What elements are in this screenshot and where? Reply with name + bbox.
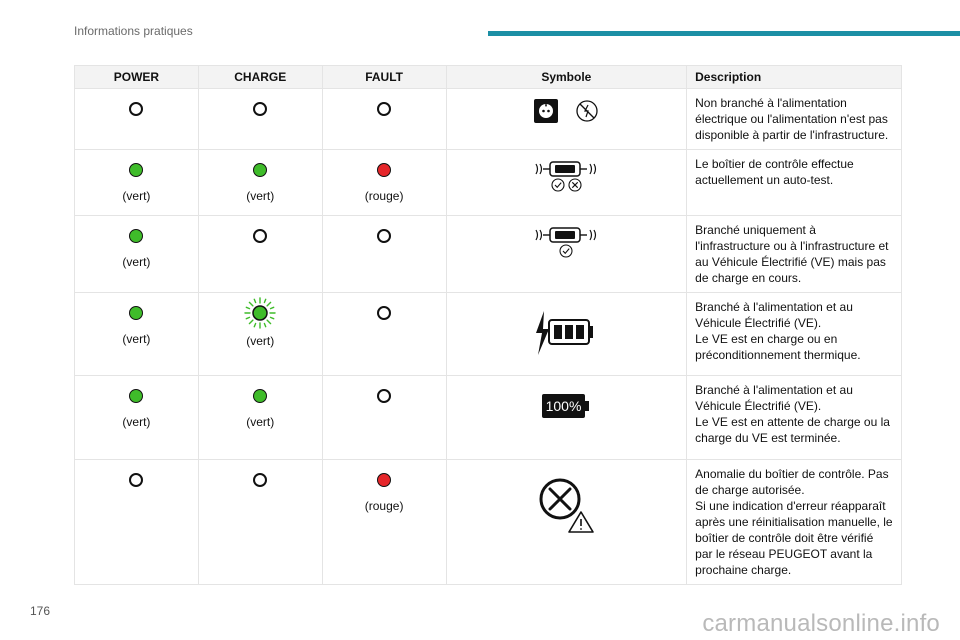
description-cell (687, 89, 902, 150)
column-header-fault: FAULT (322, 66, 446, 89)
symbol-cell (446, 293, 687, 376)
led-color-label: (vert) (246, 334, 275, 348)
table-row (75, 89, 902, 150)
charge-cell (198, 150, 322, 216)
power-led-green-icon (129, 306, 143, 320)
charge-cell (198, 293, 322, 376)
led-color-label: (vert) (246, 415, 275, 429)
symbol-cell (446, 376, 687, 460)
fault-cell (322, 150, 446, 216)
charge-cell (198, 89, 322, 150)
page-number: 176 (30, 604, 51, 618)
description-text: Le VE est en charge ou en préconditionnement thermique. (695, 332, 861, 362)
table-row (75, 216, 902, 293)
charging-battery-icon (535, 309, 597, 359)
symbol-cell (446, 460, 687, 585)
charge-led-off-icon (253, 229, 267, 243)
cable-connector-icon (534, 160, 598, 178)
charge-led-green-icon (253, 389, 267, 403)
watermark: carmanualsonline.info (702, 610, 940, 637)
led-color-label: (rouge) (364, 499, 404, 513)
power-led-green-icon (129, 389, 143, 403)
power-cell (75, 89, 199, 150)
power-led-off-icon (129, 473, 143, 487)
fault-cell (322, 293, 446, 376)
description-text: Branché à l'alimentation et au Véhicule Électrifié (VE). (695, 383, 853, 413)
column-header-symbole: Symbole (446, 66, 687, 89)
header-accent-bar (488, 31, 960, 36)
description-cell (687, 293, 902, 376)
led-color-label: (vert) (122, 415, 151, 429)
description-text: Le VE est en attente de charge ou la charge du VE est terminée. (695, 415, 890, 445)
description-cell (687, 460, 902, 585)
fault-led-off-icon (377, 306, 391, 320)
charge-cell (198, 376, 322, 460)
fault-led-off-icon (377, 102, 391, 116)
battery-percent-text: 100% (545, 398, 582, 414)
symbol-cell (446, 216, 687, 293)
column-header-power: POWER (75, 66, 199, 89)
led-color-label: (vert) (122, 255, 151, 269)
led-color-label: (vert) (246, 189, 275, 203)
led-color-label: (rouge) (364, 189, 404, 203)
charge-cell (198, 216, 322, 293)
plug-icon (534, 99, 558, 123)
table-row (75, 150, 902, 216)
table-row (75, 293, 902, 376)
section-title: Informations pratiques (74, 24, 193, 38)
power-cell (75, 293, 199, 376)
charge-led-green-icon (253, 163, 267, 177)
fault-cell (322, 216, 446, 293)
power-cell (75, 460, 199, 585)
power-led-off-icon (129, 102, 143, 116)
description-text: Non branché à l'alimentation électrique ou l'alimentation n'est pas disponible à partir de l'infrastructure. (695, 96, 889, 142)
full-battery-icon (542, 394, 590, 418)
fault-led-red-icon (377, 473, 391, 487)
column-header-description: Description (687, 66, 902, 89)
power-cell (75, 216, 199, 293)
cable-connector-icon (534, 226, 598, 244)
charge-cell (198, 460, 322, 585)
table-row (75, 376, 902, 460)
fault-led-off-icon (377, 229, 391, 243)
led-color-label: (vert) (122, 189, 151, 203)
power-led-green-icon (129, 163, 143, 177)
error-warning-icon (536, 474, 596, 534)
power-cell (75, 150, 199, 216)
check-circle-icon (559, 244, 573, 258)
description-text: Branché uniquement à l'infrastructure ou à l'infrastructure et au Véhicule Électrifié (VE) mais pas de charge en cours. (695, 223, 889, 285)
symbol-cell (446, 89, 687, 150)
table-row (75, 460, 902, 585)
power-led-green-icon (129, 229, 143, 243)
check-circle-icon (551, 178, 565, 192)
fault-cell (322, 460, 446, 585)
description-text: Anomalie du boîtier de contrôle. Pas de charge autorisée. (695, 467, 889, 497)
led-color-label: (vert) (122, 332, 151, 346)
description-text: Le boîtier de contrôle effectue actuellement un auto-test. (695, 157, 854, 187)
fault-cell (322, 89, 446, 150)
charge-led-off-icon (253, 473, 267, 487)
cross-circle-icon (568, 178, 582, 192)
table-header-row (75, 66, 902, 89)
fault-led-off-icon (377, 389, 391, 403)
led-status-table (74, 65, 902, 585)
no-power-icon (575, 99, 599, 123)
symbol-cell (446, 150, 687, 216)
description-text: Branché à l'alimentation et au Véhicule Électrifié (VE). (695, 300, 853, 330)
description-cell (687, 150, 902, 216)
charge-led-blinking-icon (243, 296, 277, 330)
description-cell (687, 376, 902, 460)
description-cell (687, 216, 902, 293)
fault-led-red-icon (377, 163, 391, 177)
column-header-charge: CHARGE (198, 66, 322, 89)
power-cell (75, 376, 199, 460)
charge-led-off-icon (253, 102, 267, 116)
description-text: Si une indication d'erreur réapparaît après une réinitialisation manuelle, le boîtier de contrôle doit être vérifié par le réseau PEUGEOT avant la prochaine charge. (695, 499, 893, 577)
fault-cell (322, 376, 446, 460)
